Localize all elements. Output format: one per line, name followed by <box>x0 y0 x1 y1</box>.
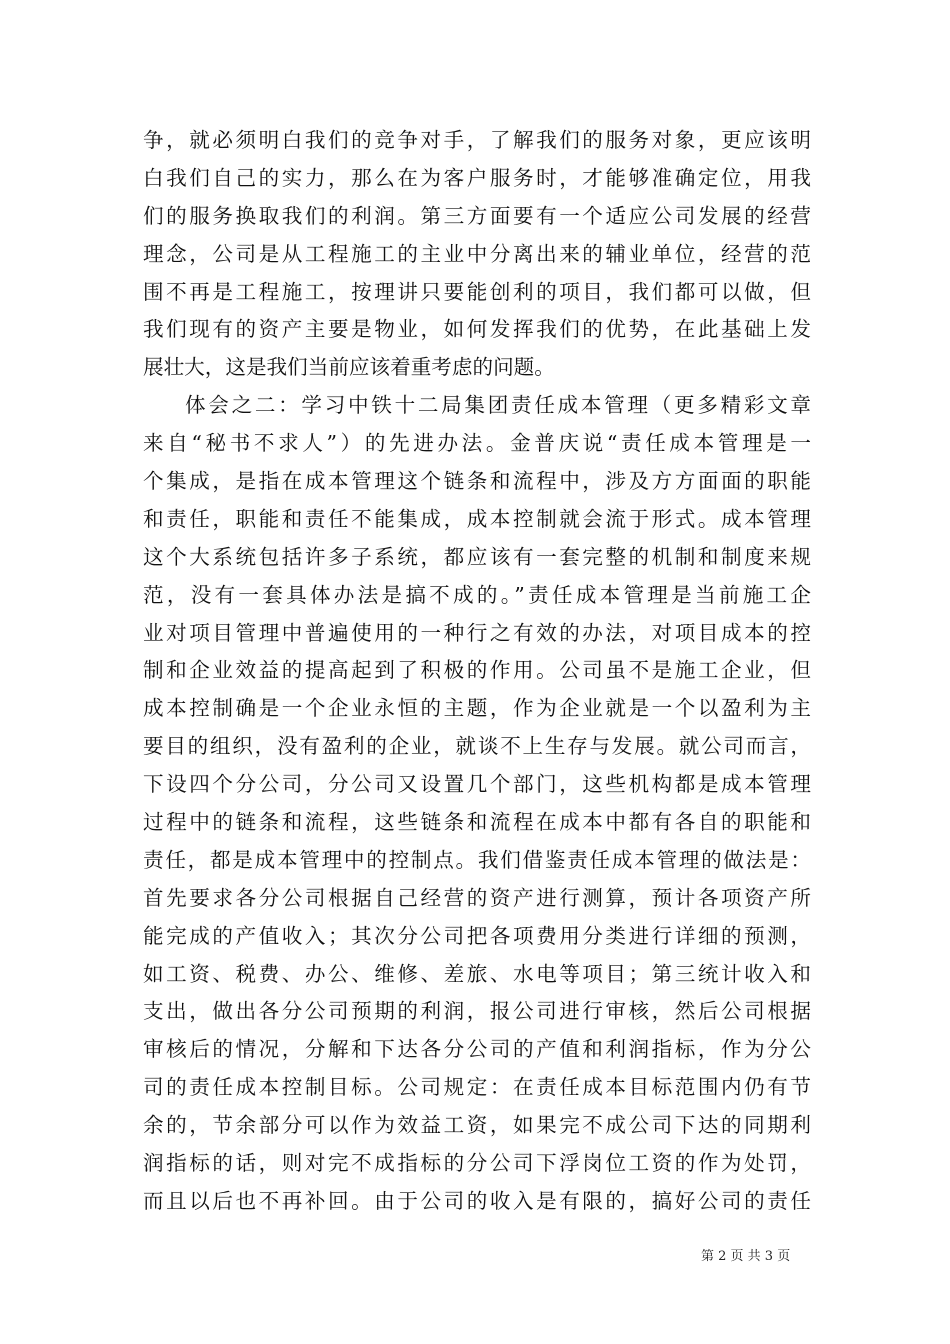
text-line: 这个大系统包括许多子系统，都应该有一套完整的机制和制度来规 <box>143 544 811 569</box>
text-line: 围不再是工程施工，按理讲只要能创利的项目，我们都可以做，但 <box>143 279 811 304</box>
page-number-footer: 第 2 页 共 3 页 <box>701 1249 791 1264</box>
text-line: 个集成，是指在成本管理这个链条和流程中，涉及方方面面的职能 <box>143 469 811 494</box>
text-line: 余的，节余部分可以作为效益工资，如果完不成公司下达的同期利 <box>143 1113 811 1138</box>
text-line: 而且以后也不再补回。由于公司的收入是有限的，搞好公司的责任 <box>143 1188 811 1213</box>
text-line: 如工资、税费、办公、维修、差旅、水电等项目；第三统计收入和 <box>143 961 811 986</box>
text-line: 业对项目管理中普遍使用的一种行之有效的办法，对项目成本的控 <box>143 620 811 645</box>
text-line: 要目的组织，没有盈利的企业，就谈不上生存与发展。就公司而言， <box>143 734 811 759</box>
text-line: 们的服务换取我们的利润。第三方面要有一个适应公司发展的经营 <box>143 203 811 228</box>
text-line: 展壮大，这是我们当前应该着重考虑的问题。 <box>143 355 555 380</box>
text-line: 下设四个分公司，分公司又设置几个部门，这些机构都是成本管理 <box>143 772 811 797</box>
paragraph-1 <box>143 122 811 387</box>
text-line: 来自“秘书不求人”）的先进办法。金普庆说“责任成本管理是一 <box>143 431 811 456</box>
text-line: 能完成的产值收入；其次分公司把各项费用分类进行详细的预测， <box>143 923 811 948</box>
text-line: 司的责任成本控制目标。公司规定：在责任成本目标范围内仍有节 <box>143 1075 811 1100</box>
text-line: 和责任，职能和责任不能集成，成本控制就会流于形式。成本管理 <box>143 506 811 531</box>
text-line: 责任，都是成本管理中的控制点。我们借鉴责任成本管理的做法是： <box>143 847 811 872</box>
text-line: 制和企业效益的提高起到了积极的作用。公司虽不是施工企业，但 <box>143 658 811 683</box>
paragraph-2 <box>143 387 811 1221</box>
text-line: 白我们自己的实力，那么在为客户服务时，才能够准确定位，用我 <box>143 165 811 190</box>
text-line: 范，没有一套具体办法是搞不成的。”责任成本管理是当前施工企 <box>143 582 811 607</box>
text-line: 理念，公司是从工程施工的主业中分离出来的辅业单位，经营的范 <box>143 241 811 266</box>
text-line: 我们现有的资产主要是物业，如何发挥我们的优势，在此基础上发 <box>143 317 811 342</box>
body-text <box>143 122 811 1221</box>
text-line: 审核后的情况，分解和下达各分公司的产值和利润指标，作为分公 <box>143 1037 811 1062</box>
text-line: 润指标的话，则对完不成指标的分公司下浮岗位工资的作为处罚， <box>143 1151 811 1176</box>
text-line: 首先要求各分公司根据自己经营的资产进行测算，预计各项资产所 <box>143 885 811 910</box>
text-line: 成本控制确是一个企业永恒的主题，作为企业就是一个以盈利为主 <box>143 696 811 721</box>
text-line: 争，就必须明白我们的竞争对手，了解我们的服务对象，更应该明 <box>143 128 811 152</box>
text-line: 过程中的链条和流程，这些链条和流程在成本中都有各自的职能和 <box>143 810 811 835</box>
text-line: 支出，做出各分公司预期的利润，报公司进行审核，然后公司根据 <box>143 999 811 1024</box>
text-line: 体会之二：学习中铁十二局集团责任成本管理（更多精彩文章 <box>185 393 811 418</box>
